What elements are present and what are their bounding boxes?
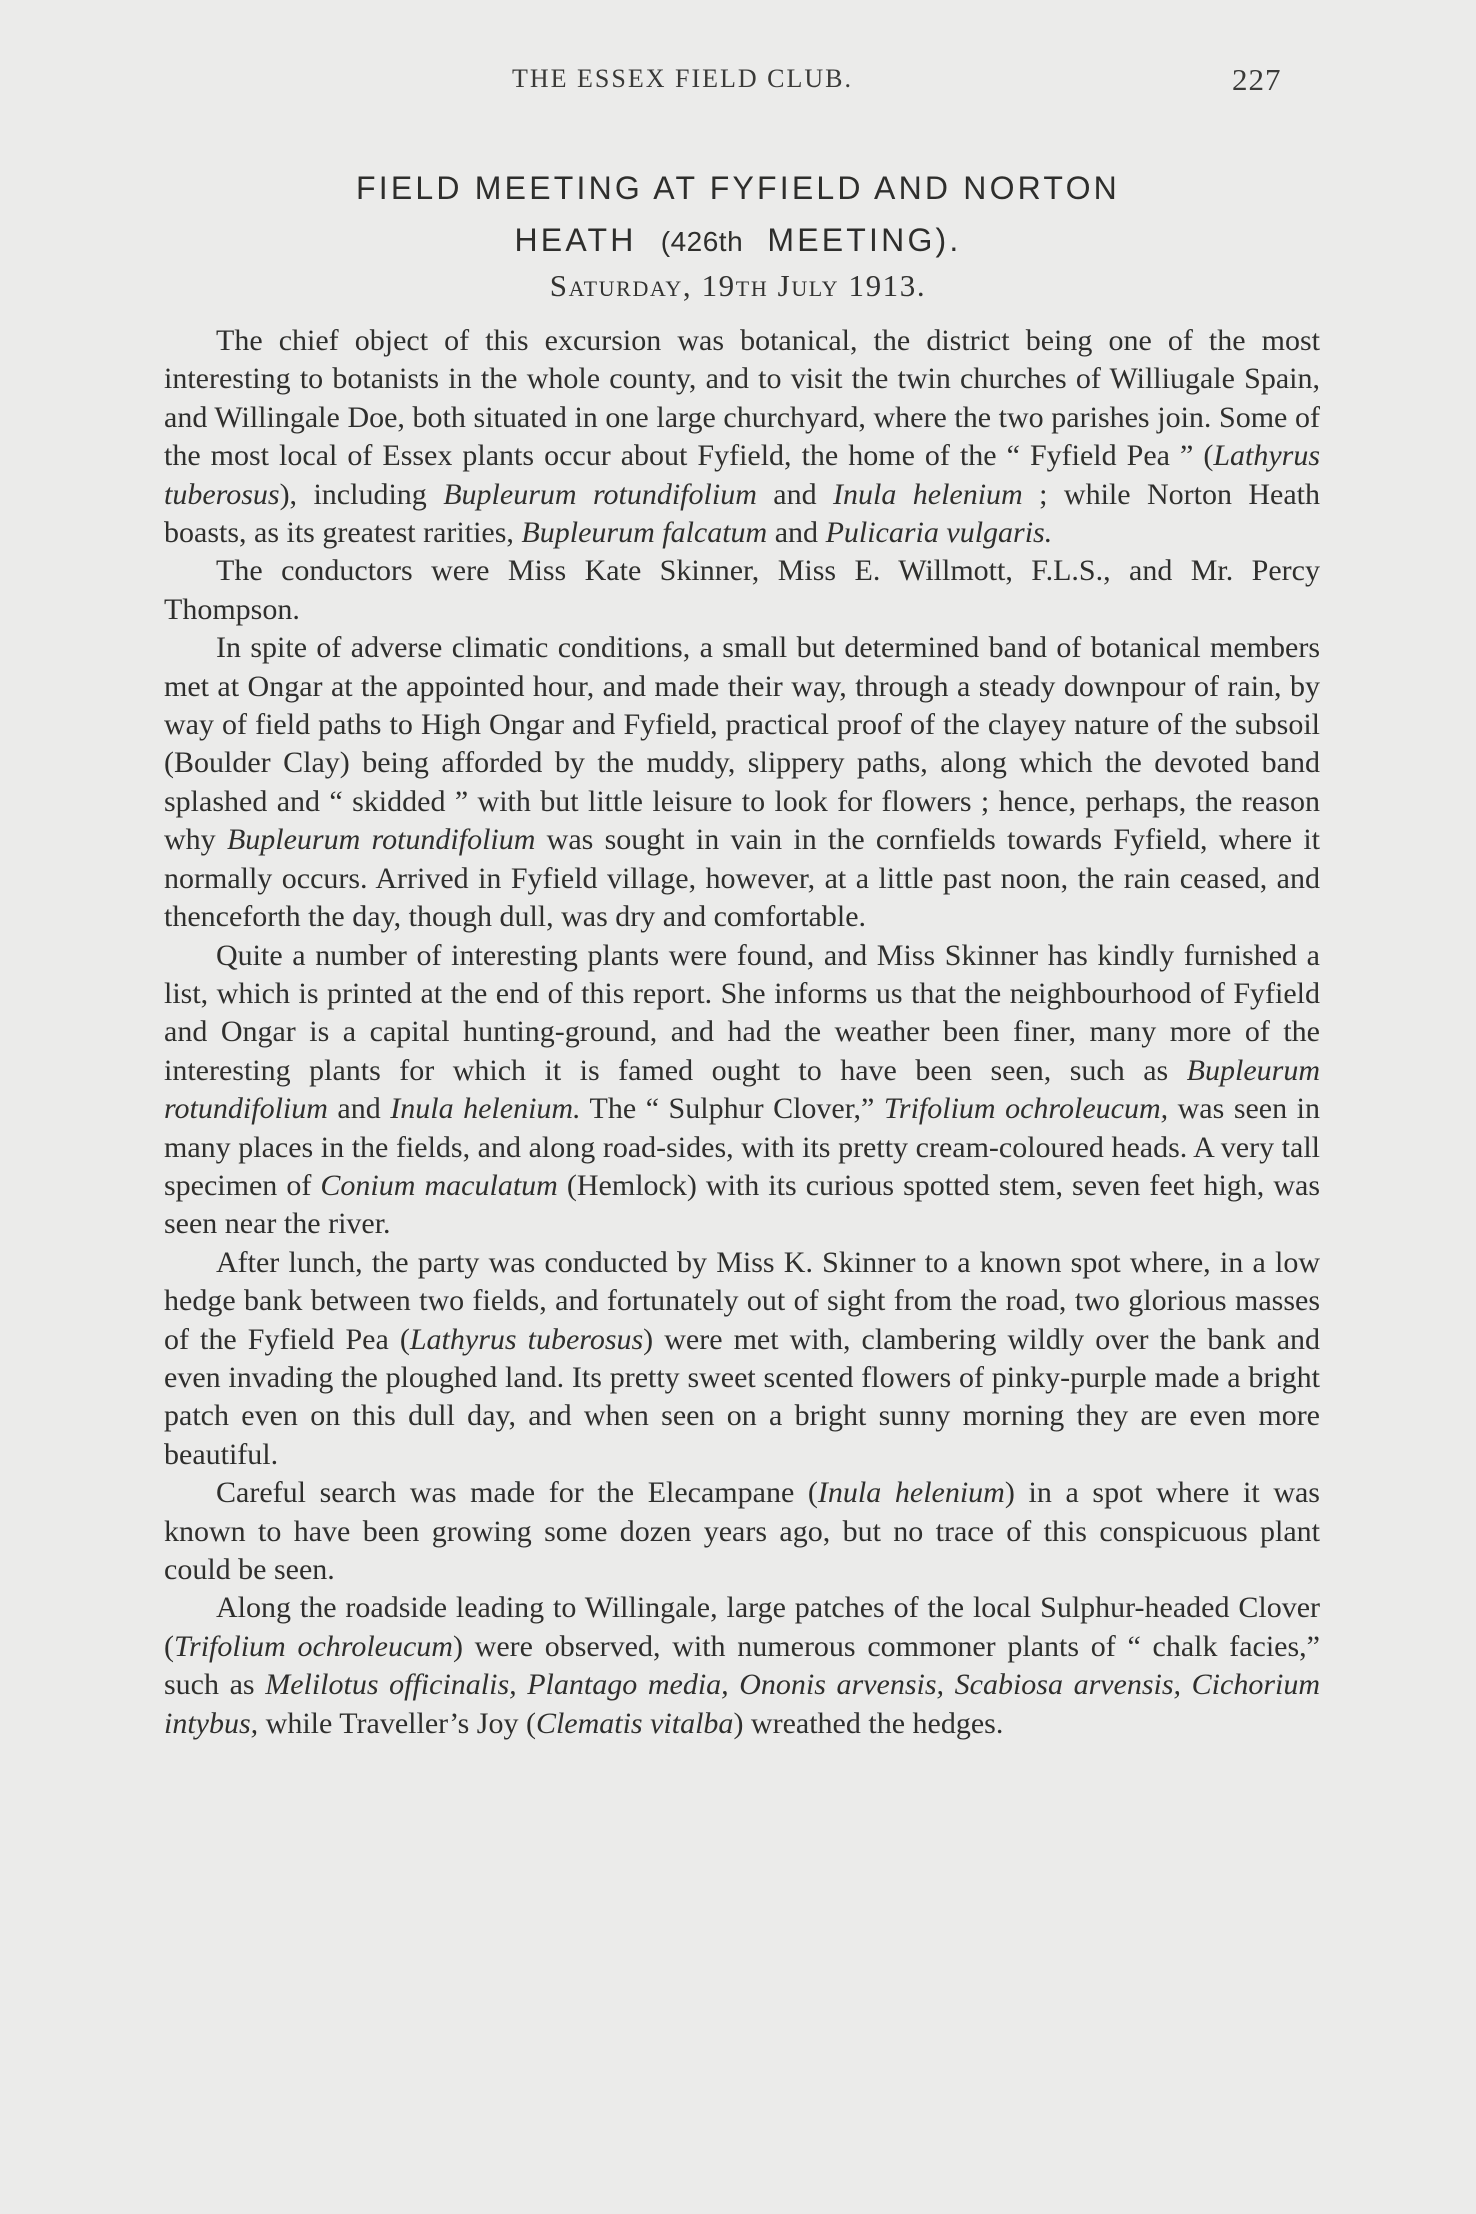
paragraph-text: ) wreathed the hedges. [733,1706,1004,1740]
paragraph-text: Quite a number of interesting plants were found, and Miss Skinner has kindly furnished a list, which is printed at the end of this report. She informs us that the neighbourhood of Fyfield and Ongar is a capital hunting-ground, and had the weather been finer, many more of the interesting plants for which it is famed ought to have been seen, such as [164,938,1320,1087]
species-name: Clematis vitalba [535,1706,734,1740]
paragraph-text: ; while Norton Heath boasts, as its greatest rarities, [164,477,1321,550]
page-number: 227 [1232,62,1282,97]
paragraph-text: was sought in vain in the cornfields towards Fyfield, where it normally occurs. Arrived in Fyfield village, however, at a little past noon, the rain ceased, and thenceforth the day, though dull, was dry and comfortable. [164,823,1320,934]
paragraph-text: and [327,1092,391,1126]
meeting-date-text: Saturday, 19th July 1913. [549,268,927,303]
paragraph-text: ) in a spot where it was known to have been growing some dozen years ago, but no trace of this conspicuous plant could be seen. [164,1476,1320,1586]
species-name: Trifolium ochroleucum, [883,1092,1169,1126]
species-name: Lathyrus tuberosus [409,1322,644,1356]
species-name: Bupleurum falcatum [521,516,768,550]
species-name: Inula helenium. [390,1092,581,1126]
meeting-number: (426th [660,226,744,257]
species-name: Lathyrus tuberosus [164,439,1320,511]
paragraph-text: In spite of adverse climatic conditions, a small but determined band of botanical members met at Ongar at the appointed hour, and made their way, through a steady downpour of rain, by way of field paths to High Ongar and Fyfield, practical proof of the clayey nature of the subsoil (Boulder Clay) being afforded by the muddy, slippery paths, along which the devoted band splashed and “ skidded ” with but little leisure to look for flowers ; hence, perhaps, the reason why [164,631,1320,857]
species-name: Bupleurum rotundifolium [164,1053,1320,1126]
paragraph-text: After lunch, the party was conducted by Miss K. Skinner to a known spot where, in a low hedge bank between two fields, and fortunately out of sight from the road, two glorious masses of the Fyfield Pea ( [164,1245,1320,1356]
running-head [0,64,1476,104]
species-name: Conium maculatum [320,1168,558,1202]
paragraph [164,937,1320,1244]
heading-word-heath: HEATH [514,222,637,258]
paragraph-text: The “ Sulphur Clover,” [580,1092,884,1126]
paragraph-text: The chief object of this excursion was botanical, the district being one of the most interesting to botanists in the whole county, and to visit the twin churches of Williugale Spain, and Willingale Doe, both situated in one large churchyard, where the two parishes join. Some of the most local of Essex plants occur about Fyfield, the home of the “ Fyfield Pea ” ( [164,324,1320,473]
article-heading [150,162,1326,268]
paragraph [164,629,1320,936]
paragraph-text: Careful search was made for the Elecampane ( [216,1476,818,1510]
paragraph-text: and [756,477,834,511]
article-heading-line-2 [150,214,1326,268]
paragraph-text: Along the roadside leading to Willingale, large patches of the local Sulphur-headed Clover ( [164,1591,1320,1663]
paragraph-text: ) were observed, with numerous commoner plants of “ chalk facies,” such as [164,1629,1320,1702]
species-name: Melilotus officinalis, Plantago media, Ononis arvensis, Scabiosa arvensis, Cichorium intybus, [164,1668,1320,1740]
paragraph [164,552,1320,629]
species-name: Trifolium ochroleucum [174,1629,453,1663]
paragraph [164,1589,1320,1743]
species-name: Bupleurum rotundifolium [226,823,536,857]
paragraph-text: was seen in many places in the fields, and along road-sides, with its pretty cream-coloured heads. A very tall specimen of [164,1092,1320,1202]
paragraph [164,1244,1320,1474]
paragraph [164,322,1320,552]
species-name: Bupleurum rotundifolium [443,477,757,511]
paragraph-text: (Hemlock) with its curious spotted stem, seven feet high, was seen near the river. [164,1168,1321,1241]
species-name: Pulicaria vulgaris. [825,516,1053,550]
paragraph-text: and [767,516,826,550]
article-heading-line-1: FIELD MEETING AT FYFIELD AND NORTON [356,170,1120,206]
species-name: Inula helenium [833,477,1023,511]
article-body [164,322,1320,1743]
running-title: THE ESSEX FIELD CLUB. [512,64,853,93]
species-name: Inula helenium [817,1476,1005,1510]
heading-word-meeting: MEETING). [767,222,962,258]
paragraph-text: while Traveller’s Joy ( [258,1706,536,1740]
paragraph-text: The conductors were Miss Kate Skinner, Miss E. Willmott, F.L.S., and Mr. Percy Thompson. [164,554,1320,626]
paragraph [164,1474,1320,1589]
meeting-date [150,268,1326,304]
paragraph-text: ) were met with, clambering wildly over the bank and even invading the ploughed land. Its pretty sweet scented flowers of pinky-purple made a bright patch even on this dull day, and when seen on a bright sunny morning they are even more beautiful. [164,1322,1321,1471]
paragraph-text: ), including [279,477,444,511]
